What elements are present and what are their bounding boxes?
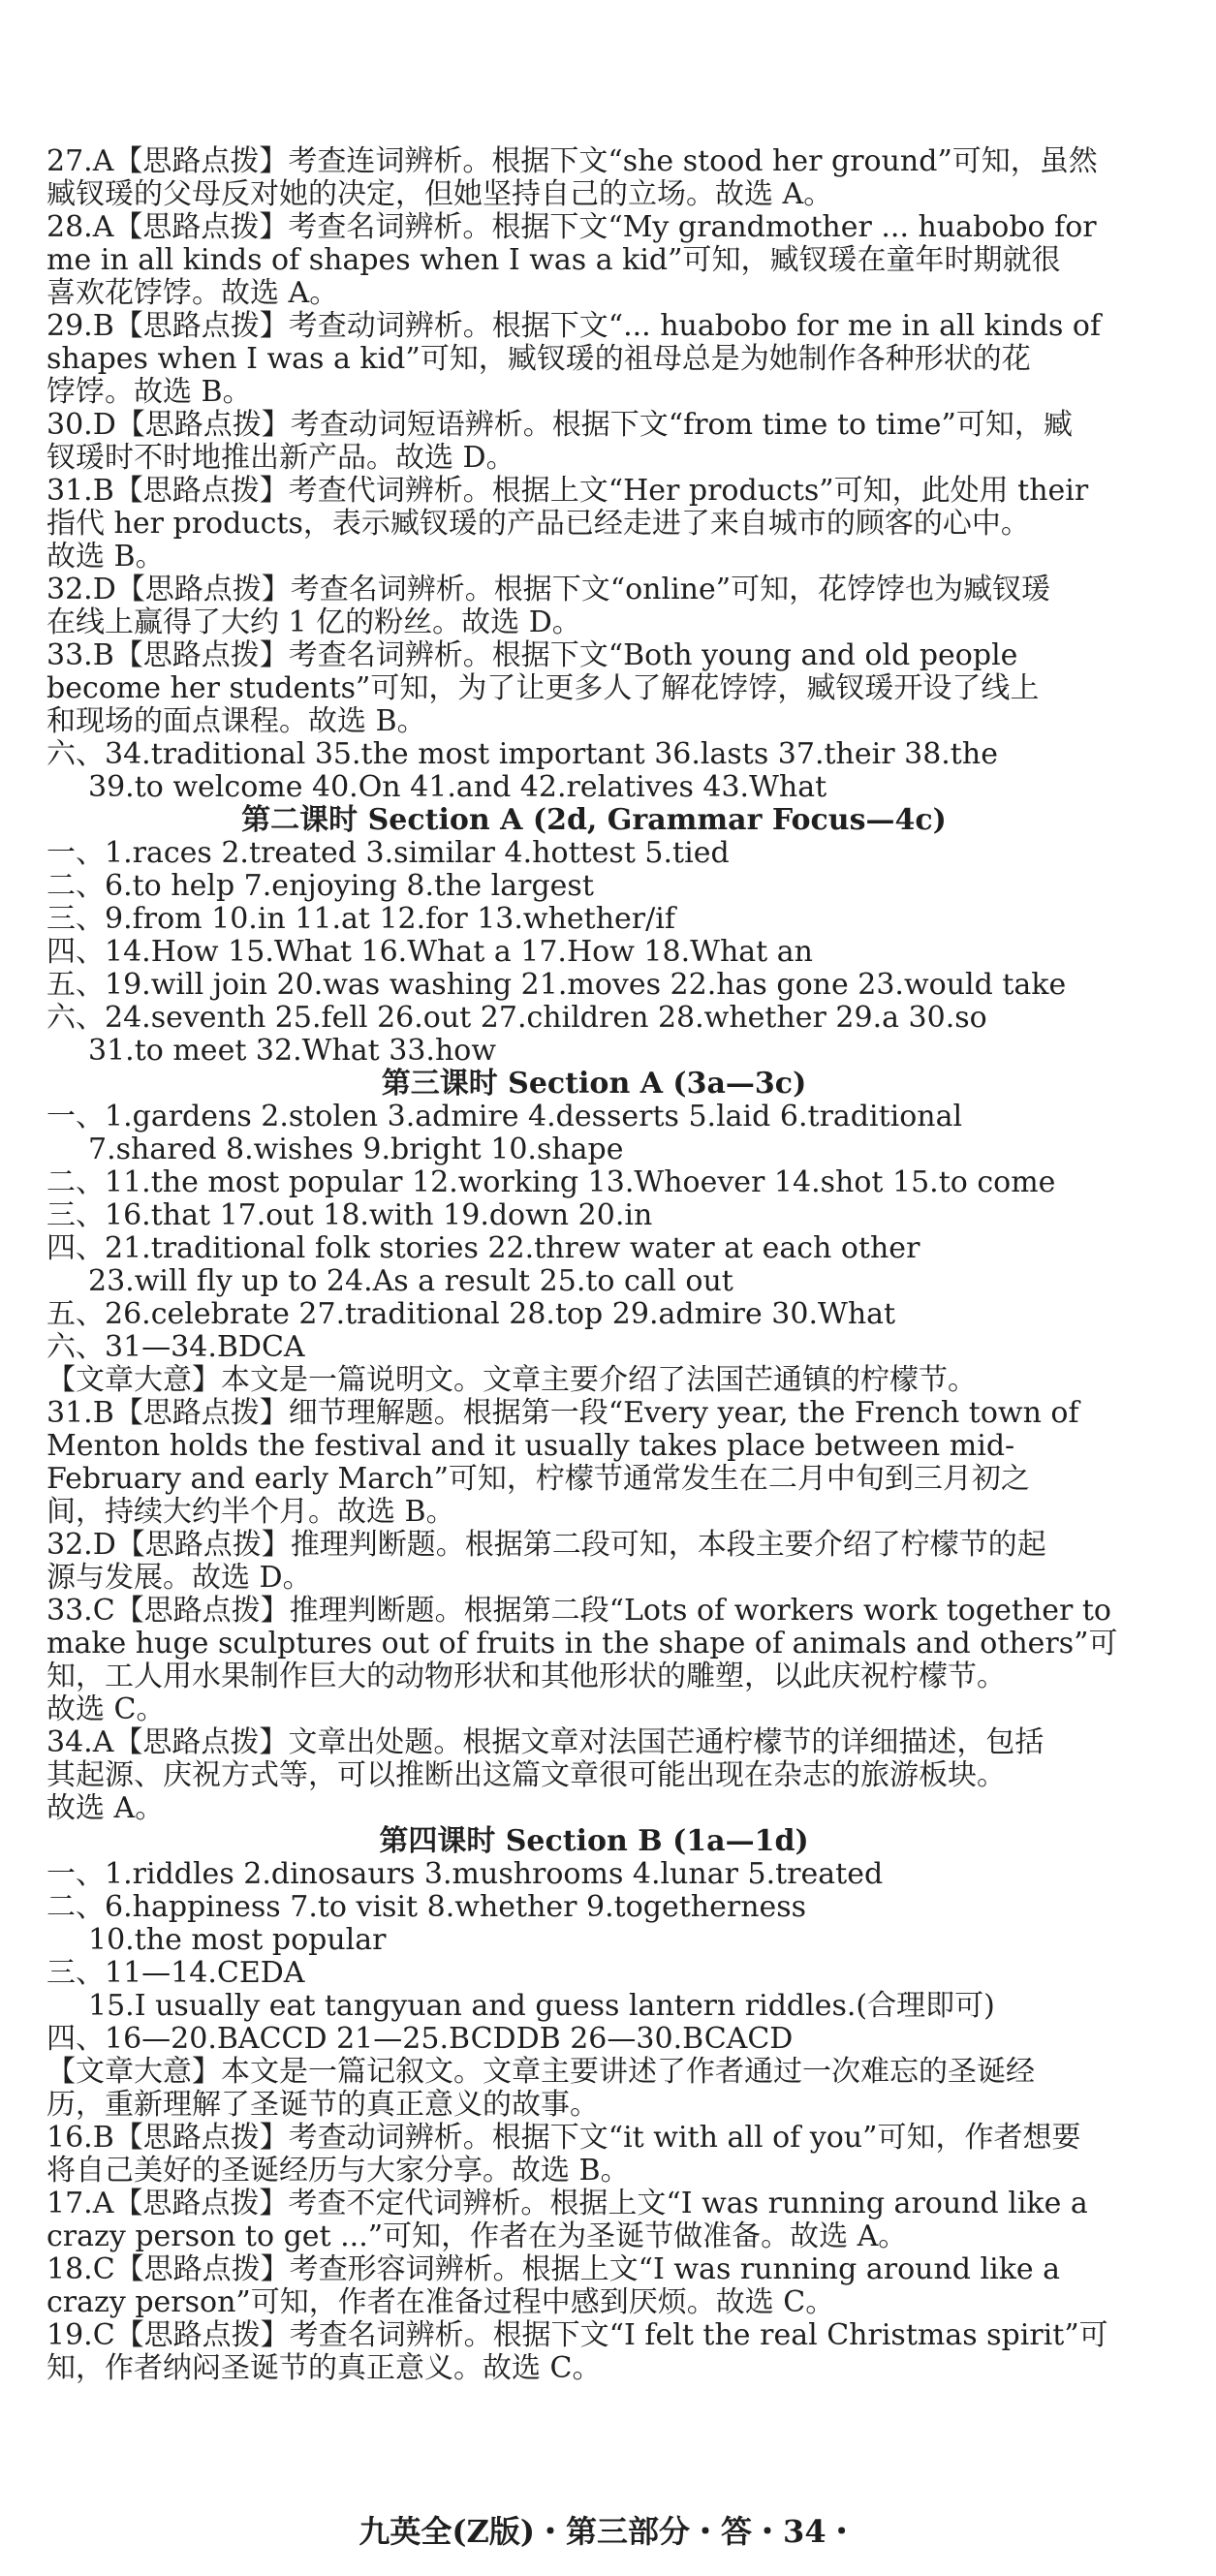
- text-line: 间，持续大约半个月。故选 B。: [47, 1496, 455, 1529]
- text-line: shapes when I was a kid”可知，臧钗瑗的祖母总是为她制作各种形状的花: [47, 343, 1031, 376]
- text-line: 一、1.gardens 2.stolen 3.admire 4.desserts 5.laid 6.traditional: [47, 1101, 963, 1133]
- text-line: 32.D【思路点拨】推理判断题。根据第二段可知，本段主要介绍了柠檬节的起: [47, 1529, 1046, 1562]
- text-line: 32.D【思路点拨】考查名词辨析。根据下文“online”可知，花饽饽也为臧钗瑗: [47, 574, 1051, 606]
- text-line: 六、31—34.BDCA: [47, 1331, 305, 1364]
- text-line: 三、11—14.CEDA: [47, 1957, 305, 1990]
- text-line: 喜欢花饽饽。故选 A。: [47, 277, 339, 310]
- text-line: 18.C【思路点拨】考查形容词辨析。根据上文“I was running around like a: [47, 2253, 1061, 2286]
- text-line: 将自己美好的圣诞经历与大家分享。故选 B。: [47, 2155, 630, 2188]
- text-line: 27.A【思路点拨】考查连词辨析。根据下文“she stood her ground”可知，虽然: [47, 145, 1098, 178]
- text-line: 17.A【思路点拨】考查不定代词辨析。根据上文“I was running around like a: [47, 2188, 1088, 2220]
- text-line: 二、6.happiness 7.to visit 8.whether 9.togetherness: [47, 1891, 807, 1924]
- text-line: 三、16.that 17.out 18.with 19.down 20.in: [47, 1199, 653, 1232]
- text-line: make huge sculptures out of fruits in the shape of animals and others”可: [47, 1628, 1118, 1660]
- text-line: crazy person”可知，作者在准备过程中感到厌烦。故选 C。: [47, 2286, 835, 2319]
- text-line: 故选 C。: [47, 1693, 166, 1726]
- text-line: 知，工人用水果制作巨大的动物形状和其他形状的雕塑，以此庆祝柠檬节。: [47, 1660, 1006, 1693]
- text-line: 31.to meet 32.What 33.how: [88, 1035, 497, 1068]
- text-line: 四、14.How 15.What 16.What a 17.How 18.What an: [47, 936, 813, 969]
- text-line: 故选 A。: [47, 1792, 165, 1825]
- text-line: 15.I usually eat tangyuan and guess lantern riddles.(合理即可): [88, 1990, 995, 2023]
- text-line: 指代 her products，表示臧钗瑗的产品已经走进了来自城市的顾客的心中。: [47, 508, 1030, 541]
- text-line: 16.B【思路点拨】考查动词辨析。根据下文“it with all of you”可知，作者想要: [47, 2122, 1081, 2155]
- text-line: 六、24.seventh 25.fell 26.out 27.children 28.whether 29.a 30.so: [47, 1002, 987, 1035]
- text-line: 钗瑗时不时地推出新产品。故选 D。: [47, 442, 515, 475]
- text-line: 【文章大意】本文是一篇说明文。文章主要介绍了法国芒通镇的柠檬节。: [47, 1364, 977, 1397]
- section-heading: 第二课时 Section A (2d, Grammar Focus—4c): [241, 804, 947, 837]
- text-line: 7.shared 8.wishes 9.bright 10.shape: [88, 1133, 624, 1166]
- text-line: 19.C【思路点拨】考查名词辨析。根据下文“I felt the real Christmas spirit”可: [47, 2319, 1108, 2352]
- text-line: 29.B【思路点拨】考查动词辨析。根据下文“... huabobo for me in all kinds of: [47, 310, 1102, 343]
- text-line: crazy person to get ...”可知，作者在为圣诞节做准备。故选 A。: [47, 2220, 908, 2253]
- text-line: Menton holds the festival and it usually takes place between mid-: [47, 1430, 1015, 1463]
- text-line: 34.A【思路点拨】文章出处题。根据文章对法国芒通柠檬节的详细描述，包括: [47, 1726, 1045, 1759]
- text-line: 其起源、庆祝方式等，可以推断出这篇文章很可能出现在杂志的旅游板块。: [47, 1759, 1006, 1792]
- text-line: 五、26.celebrate 27.traditional 28.top 29.admire 30.What: [47, 1298, 896, 1331]
- text-line: 一、1.riddles 2.dinosaurs 3.mushrooms 4.lunar 5.treated: [47, 1858, 884, 1891]
- text-line: 历，重新理解了圣诞节的真正意义的故事。: [47, 2089, 599, 2122]
- text-line: 知，作者纳闷圣诞节的真正意义。故选 C。: [47, 2352, 602, 2385]
- text-line: February and early March”可知，柠檬节通常发生在二月中旬到三月初之: [47, 1463, 1030, 1496]
- answer-key-page: [47, 145, 1141, 2385]
- text-line: 在线上赢得了大约 1 亿的粉丝。故选 D。: [47, 606, 581, 639]
- text-line: 23.will fly up to 24.As a result 25.to call out: [88, 1265, 733, 1298]
- text-line: 源与发展。故选 D。: [47, 1562, 312, 1595]
- text-line: 30.D【思路点拨】考查动词短语辨析。根据下文“from time to time”可知，臧: [47, 409, 1073, 442]
- section-heading: 第四课时 Section B (1a—1d): [379, 1825, 809, 1858]
- text-line: 故选 B。: [47, 541, 165, 574]
- text-line: 31.B【思路点拨】考查代词辨析。根据上文“Her products”可知，此处用 their: [47, 475, 1089, 508]
- text-line: 39.to welcome 40.On 41.and 42.relatives 43.What: [88, 771, 827, 804]
- text-line: 一、1.races 2.treated 3.similar 4.hottest 5.tied: [47, 837, 730, 870]
- section-heading: 第三课时 Section A (3a—3c): [381, 1068, 807, 1101]
- page-footer: 九英全(Z版)・第三部分・答・34・: [359, 2513, 857, 2550]
- text-line: 六、34.traditional 35.the most important 36.lasts 37.their 38.the: [47, 738, 998, 771]
- text-line: 33.B【思路点拨】考查名词辨析。根据下文“Both young and old people: [47, 639, 1018, 672]
- text-line: 10.the most popular: [88, 1924, 387, 1957]
- text-line: 三、9.from 10.in 11.at 12.for 13.whether/if: [47, 903, 675, 936]
- text-line: 31.B【思路点拨】细节理解题。根据第一段“Every year, the French town of: [47, 1397, 1079, 1430]
- text-line: 和现场的面点课程。故选 B。: [47, 705, 426, 738]
- text-line: 【文章大意】本文是一篇记叙文。文章主要讲述了作者通过一次难忘的圣诞经: [47, 2056, 1035, 2089]
- text-line: 饽饽。故选 B。: [47, 376, 252, 409]
- text-line: 二、6.to help 7.enjoying 8.the largest: [47, 870, 594, 903]
- text-line: become her students”可知，为了让更多人了解花饽饽，臧钗瑗开设了线上: [47, 672, 1040, 705]
- text-line: 28.A【思路点拨】考查名词辨析。根据下文“My grandmother ... huabobo for: [47, 211, 1097, 244]
- text-line: 33.C【思路点拨】推理判断题。根据第二段“Lots of workers work together to: [47, 1595, 1111, 1628]
- text-line: 五、19.will join 20.was washing 21.moves 22.has gone 23.would take: [47, 969, 1067, 1002]
- text-line: 二、11.the most popular 12.working 13.Whoever 14.shot 15.to come: [47, 1166, 1056, 1199]
- text-line: 臧钗瑗的父母反对她的决定，但她坚持自己的立场。故选 A。: [47, 178, 833, 211]
- text-line: 四、21.traditional folk stories 22.threw water at each other: [47, 1232, 920, 1265]
- text-line: 四、16—20.BACCD 21—25.BCDDB 26—30.BCACD: [47, 2023, 794, 2056]
- text-line: me in all kinds of shapes when I was a kid”可知，臧钗瑗在童年时期就很: [47, 244, 1061, 277]
